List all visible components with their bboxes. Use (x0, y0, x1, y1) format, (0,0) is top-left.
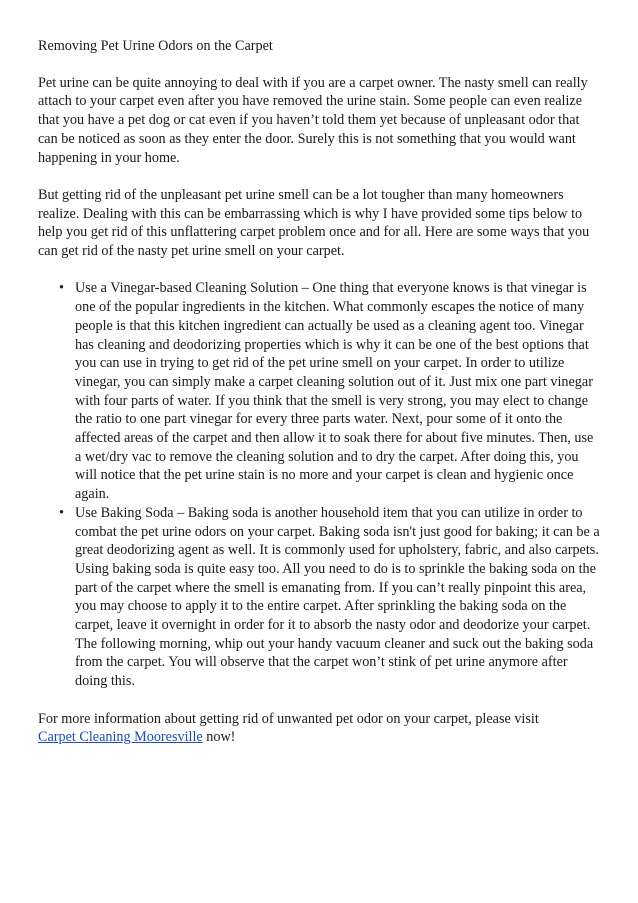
list-item-text: Use Baking Soda – Baking soda is another household item that you can utilize in order to combat the pet urine odors on your carpet. Baking soda isn't just good for baking; it can be a great deodorizing agent as well. It is commonly used for upholstery, fabric, and also carpets. Using baking soda is quite easy too. All you need to do is to sprinkle the baking soda on the part of the carpet where the smell is emanating from. If you can’t really pinpoint this area, you may choose to apply it to the entire carpet. After sprinkling the baking soda on the carpet, leave it overnight in order for it to absorb the nasty odor and deodorize your carpet. The following morning, whip out your handy vacuum cleaner and suck out the baking soda from the carpet. You will observe that the carpet won’t stink of pet urine anymore after doing this. (75, 504, 600, 690)
carpet-cleaning-link[interactable]: Carpet Cleaning Mooresville (38, 729, 203, 746)
list-item-text: Use a Vinegar-based Cleaning Solution – One thing that everyone knows is that vinegar is one of the popular ingredients in the kitchen. What commonly escapes the notice of many people is that this kitchen ingredient can actually be used as a cleaning agent too. Vinegar has cleaning and deodorizing properties which is why it can be one of the best options that you can use in trying to get rid of the pet urine smell on your carpet. In order to utilize vinegar, you can simply make a carpet cleaning solution out of it. Just mix one part vinegar with four parts of water. If you think that the smell is very strong, you may elect to change the ratio to one part vinegar for every three parts water. Next, pour some of it onto the affected areas of the carpet and then allow it to soak there for about five minutes. Then, use a wet/dry vac to remove the cleaning solution and to dry the carpet. After doing this, you will notice that the pet urine stain is no more and your carpet is clean and hygienic once again. (75, 280, 594, 503)
intro-paragraph: Pet urine can be quite annoying to deal with if you are a carpet owner. The nasty smell can really attach to your carpet even after you have removed the urine stain. Some people can even realize that you have a pet dog or cat even if you haven’t told them yet because of unpleasant odor that can be noticed as soon as they enter the door. Surely this is not something that you would want happening in your home. (38, 74, 588, 166)
document-page (38, 37, 600, 766)
bullet-icon: • (59, 504, 64, 521)
tips-list (38, 279, 600, 690)
tips-intro-paragraph: But getting rid of the unpleasant pet urine smell can be a lot tougher than many homeowners realize. Dealing with this can be embarrassing which is why I have provided some tips below to help you get rid of this unflattering carpet problem once and for all. Here are some ways that you can get rid of the nasty pet urine smell on your carpet. (38, 186, 590, 260)
document-title: Removing Pet Urine Odors on the Carpet (38, 38, 273, 54)
list-item (59, 279, 600, 503)
list-item (59, 504, 600, 691)
bullet-icon: • (59, 280, 64, 297)
closing-paragraph (38, 710, 600, 747)
closing-suffix: now! (206, 729, 236, 746)
closing-text: For more information about getting rid of unwanted pet odor on your carpet, please visit (38, 710, 539, 727)
